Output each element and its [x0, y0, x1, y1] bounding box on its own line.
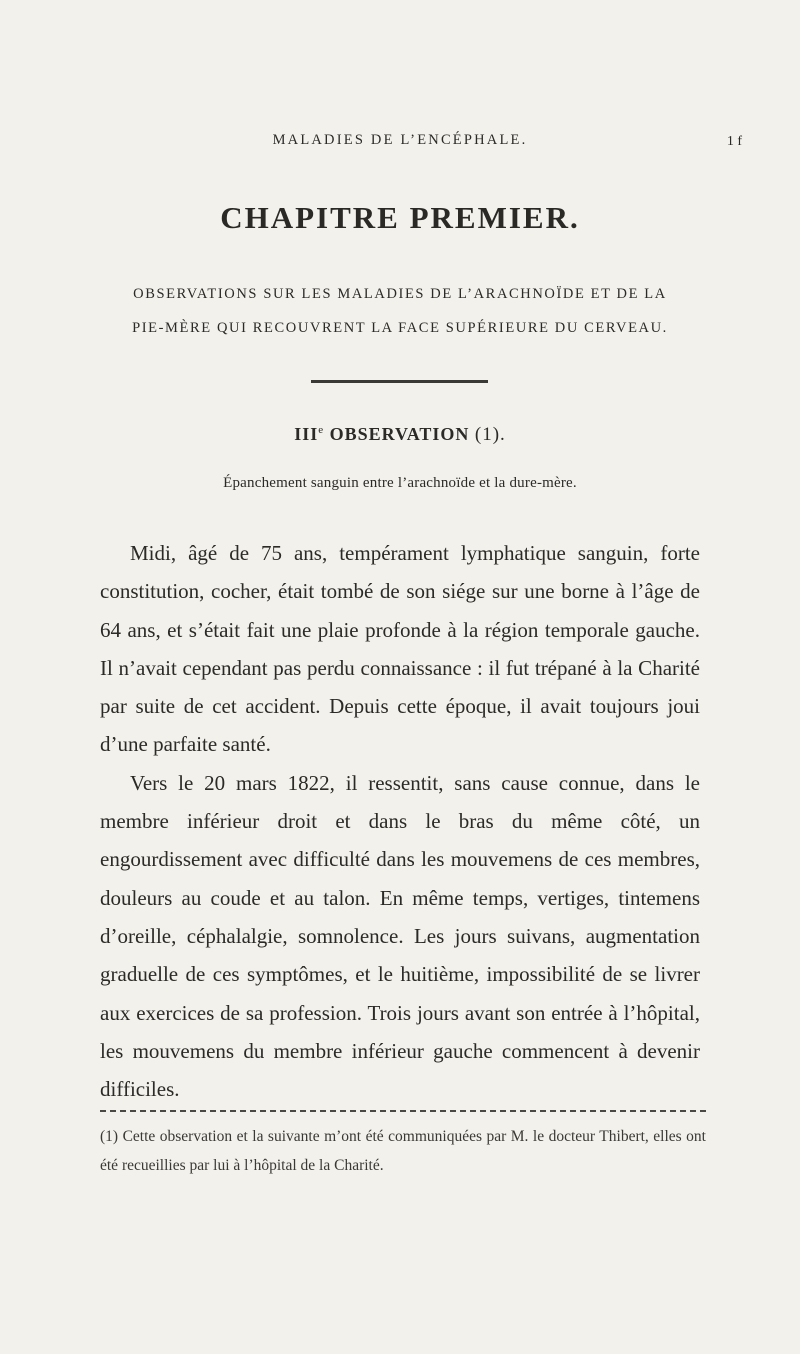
running-title: MALADIES DE L’ENCÉPHALE.: [272, 132, 528, 148]
chapter-subtitle-line-2: PIE-MÈRE QUI RECOUVRENT LA FACE SUPÉRIEURE DU CERVEAU.: [132, 320, 668, 336]
observation-subtitle: Épanchement sanguin entre l’arachnoïde et la dure-mère.: [223, 475, 577, 491]
section-divider: [311, 380, 488, 383]
paragraph-2: Vers le 20 mars 1822, il ressentit, sans cause connue, dans le membre inférieur droit et dans le bras du même côté, un engourdissement avec difficulté dans les mouvemens de ces membres, douleurs au coude et au talon. En même temps, vertiges, tintemens d’oreille, céphalalgie, somnolence. Les jours suivans, augmentation graduelle de ces symptômes, et le huitième, impossibilité de se livrer aux exercices de sa profession. Trois jours avant son entrée à l’hôpital, les mouvemens du membre inférieur gauche commencent à devenir difficiles.: [100, 770, 700, 1102]
footnote: [100, 1122, 706, 1180]
page-number: 1 f: [726, 134, 742, 149]
observation-label: OBSERVATION: [329, 424, 470, 444]
chapter-subtitle-line-1: OBSERVATIONS SUR LES MALADIES DE L’ARACHNOÏDE ET DE LA: [133, 286, 667, 302]
chapter-title: CHAPITRE PREMIER.: [220, 200, 580, 235]
running-head: [0, 132, 800, 158]
observation-superscript: e: [318, 424, 325, 436]
body-text: [100, 534, 700, 1108]
observation-footnote-ref: (1).: [474, 424, 506, 445]
observation-heading: [0, 424, 800, 446]
footnote-text: (1) Cette observation et la suivante m’ont été communiquées par M. le docteur Thibert, elles ont été recueillies par lui à l’hôpital de la Charité.: [100, 1128, 706, 1174]
footnote-divider: [100, 1110, 706, 1112]
observation-numeral: III: [294, 424, 319, 444]
paragraph-1: Midi, âgé de 75 ans, tempérament lymphatique sanguin, forte constitution, cocher, était tombé de son siége sur une borne à l’âge de 64 ans, et s’était fait une plaie profonde à la région temporale gauche. Il n’avait cependant pas perdu connaissance : il fut trépané à la Charité par suite de cet accident. Depuis cette époque, il avait toujours joui d’une parfaite santé.: [100, 541, 700, 757]
